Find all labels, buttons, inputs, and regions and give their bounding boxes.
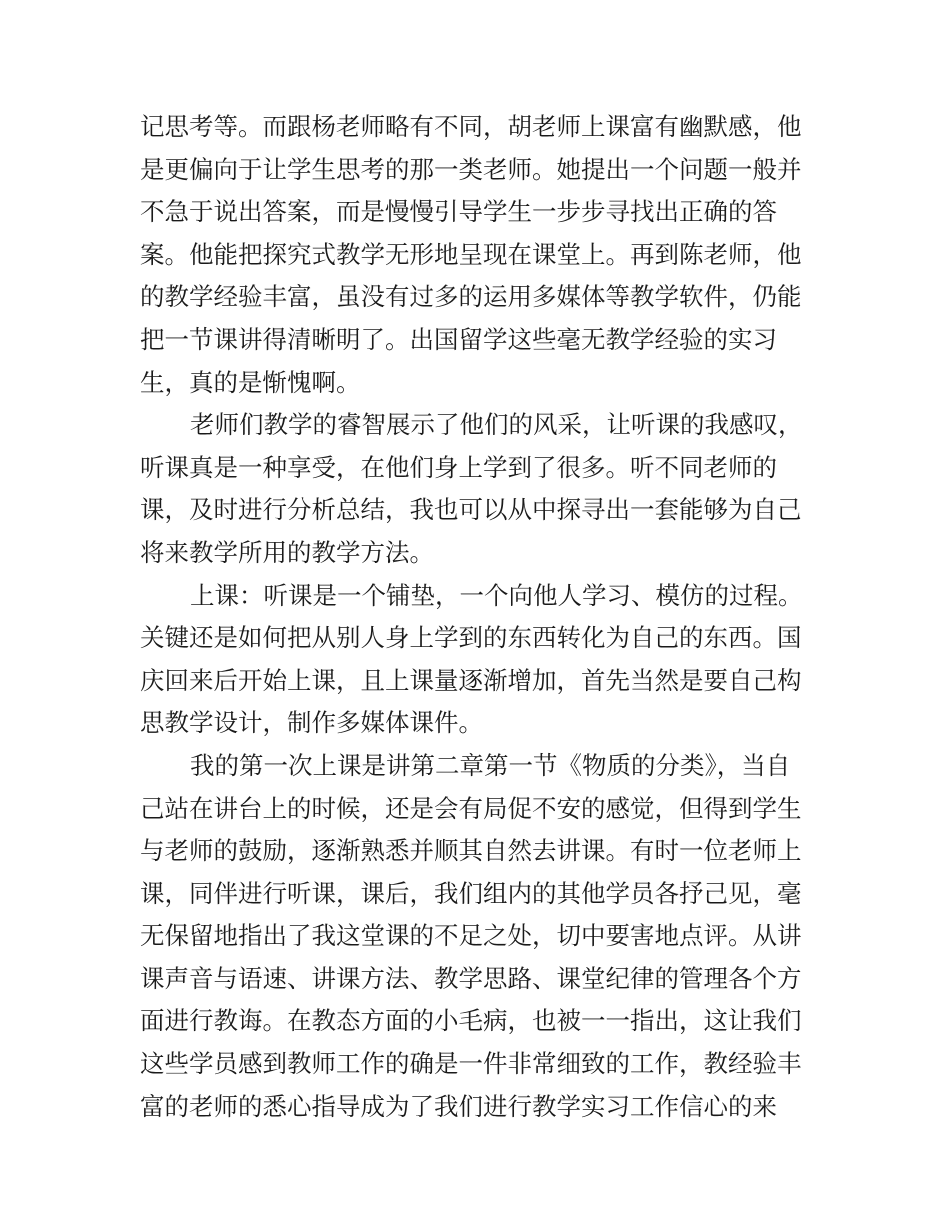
text-line: 庆回来后开始上课，且上课量逐渐增加，首先当然是要自己构 (140, 665, 802, 695)
text-line: 课声音与语速、讲课方法、教学思路、课堂纪律的管理各个方 (140, 963, 802, 993)
text-line: 课，同伴进行听课，课后，我们组内的其他学员各抒己见，毫 (140, 878, 802, 908)
text-line: 记思考等。而跟杨老师略有不同，胡老师上课富有幽默感，他 (140, 112, 802, 141)
paragraph-first-line: 老师们教学的睿智展示了他们的风采，让听课的我感叹， (190, 410, 803, 440)
text-line: 与老师的鼓励，逐渐熟悉并顺其自然去讲课。有时一位老师上 (140, 836, 802, 866)
text-line: 课，及时进行分析总结，我也可以从中探寻出一套能够为自己 (140, 495, 802, 525)
text-line: 案。他能把探究式教学无形地呈现在课堂上。再到陈老师，他 (140, 239, 802, 269)
document-body (140, 106, 820, 1128)
text-line: 生，真的是惭愧啊。 (140, 367, 361, 397)
paragraph-first-line: 上课：听课是一个铺垫，一个向他人学习、模仿的过程。 (190, 580, 803, 610)
text-line: 思教学设计，制作多媒体课件。 (140, 708, 483, 738)
text-line: 把一节课讲得清晰明了。出国留学这些毫无教学经验的实习 (140, 324, 777, 354)
text-line: 不急于说出答案，而是慢慢引导学生一步步寻找出正确的答 (140, 197, 777, 227)
text-line: 是更偏向于让学生思考的那一类老师。她提出一个问题一般并 (140, 154, 802, 184)
text-line: 己站在讲台上的时候，还是会有局促不安的感觉，但得到学生 (140, 793, 802, 823)
text-line: 的教学经验丰富，虽没有过多的运用多媒体等教学软件，仍能 (140, 282, 802, 312)
text-line: 无保留地指出了我这堂课的不足之处，切中要害地点评。从讲 (140, 921, 802, 951)
text-line: 富的老师的悉心指导成为了我们进行教学实习工作信心的来 (140, 1091, 777, 1121)
text-line: 关键还是如何把从别人身上学到的东西转化为自己的东西。国 (140, 623, 802, 653)
text-line: 这些学员感到教师工作的确是一件非常细致的工作，教经验丰 (140, 1049, 802, 1079)
paragraph-first-line: 我的第一次上课是讲第二章第一节《物质的分类》，当自 (190, 750, 791, 780)
text-line: 听课真是一种享受，在他们身上学到了很多。听不同老师的 (140, 452, 777, 482)
text-line: 面进行教诲。在教态方面的小毛病，也被一一指出，这让我们 (140, 1006, 802, 1036)
text-line: 将来教学所用的教学方法。 (140, 537, 434, 567)
